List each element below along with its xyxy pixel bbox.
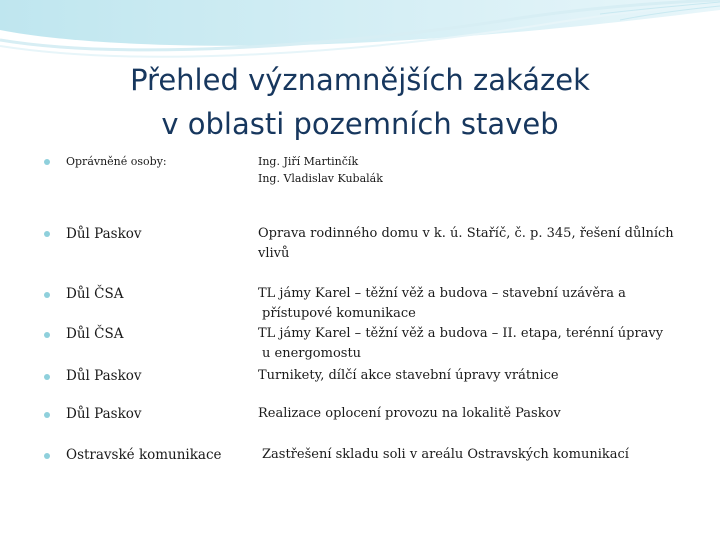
detail-line: TL jámy Karel – těžní věž a budova – stavební uzávěra a [258,286,626,301]
bullet-icon [44,412,50,418]
detail-line: Realizace oplocení provozu na lokalitě Paskov [258,406,561,421]
bullet-icon [44,231,50,237]
detail-line: TL jámy Karel – těžní věž a budova – II. etapa, terénní úpravy [258,326,664,341]
list-item-detail [258,284,698,324]
bullet-icon [44,374,50,380]
list-item-detail [258,366,698,386]
list-item-detail [258,224,698,264]
detail-line: Ing. Vladislav Kubalák [258,172,383,185]
list-item-detail [258,153,698,187]
title-line-2: v oblasti pozemních staveb [161,107,559,141]
detail-line: u energomostu [262,346,362,361]
list-item-detail [258,404,698,424]
detail-line: Oprava rodinného domu v k. ú. Staříč, č. p. 345, řešení důlních [258,226,674,241]
list-item-detail [258,324,698,364]
detail-line: Zastřešení skladu soli v areálu Ostravských komunikací [262,447,629,462]
detail-line: Turnikety, dílčí akce stavební úpravy vrátnice [258,368,559,383]
list-item-label: Oprávněné osoby: [66,155,167,168]
list-item-label: Důl ČSA [66,286,124,302]
bullet-icon [44,292,50,298]
bullet-icon [44,453,50,459]
list-item-label: Důl Paskov [66,368,142,384]
detail-line: Ing. Jiří Martinčík [258,155,359,168]
list-item-label: Ostravské komunikace [66,447,222,463]
list-item-label: Důl Paskov [66,226,142,242]
list-item-detail [262,445,702,465]
bullet-icon [44,159,50,165]
detail-line: přístupové komunikace [262,306,416,321]
detail-line: vlivů [258,246,290,261]
list-item-label: Důl ČSA [66,326,124,342]
list-item-label: Důl Paskov [66,406,142,422]
bullet-icon [44,332,50,338]
title-line-1: Přehled významnějších zakázek [130,63,590,97]
